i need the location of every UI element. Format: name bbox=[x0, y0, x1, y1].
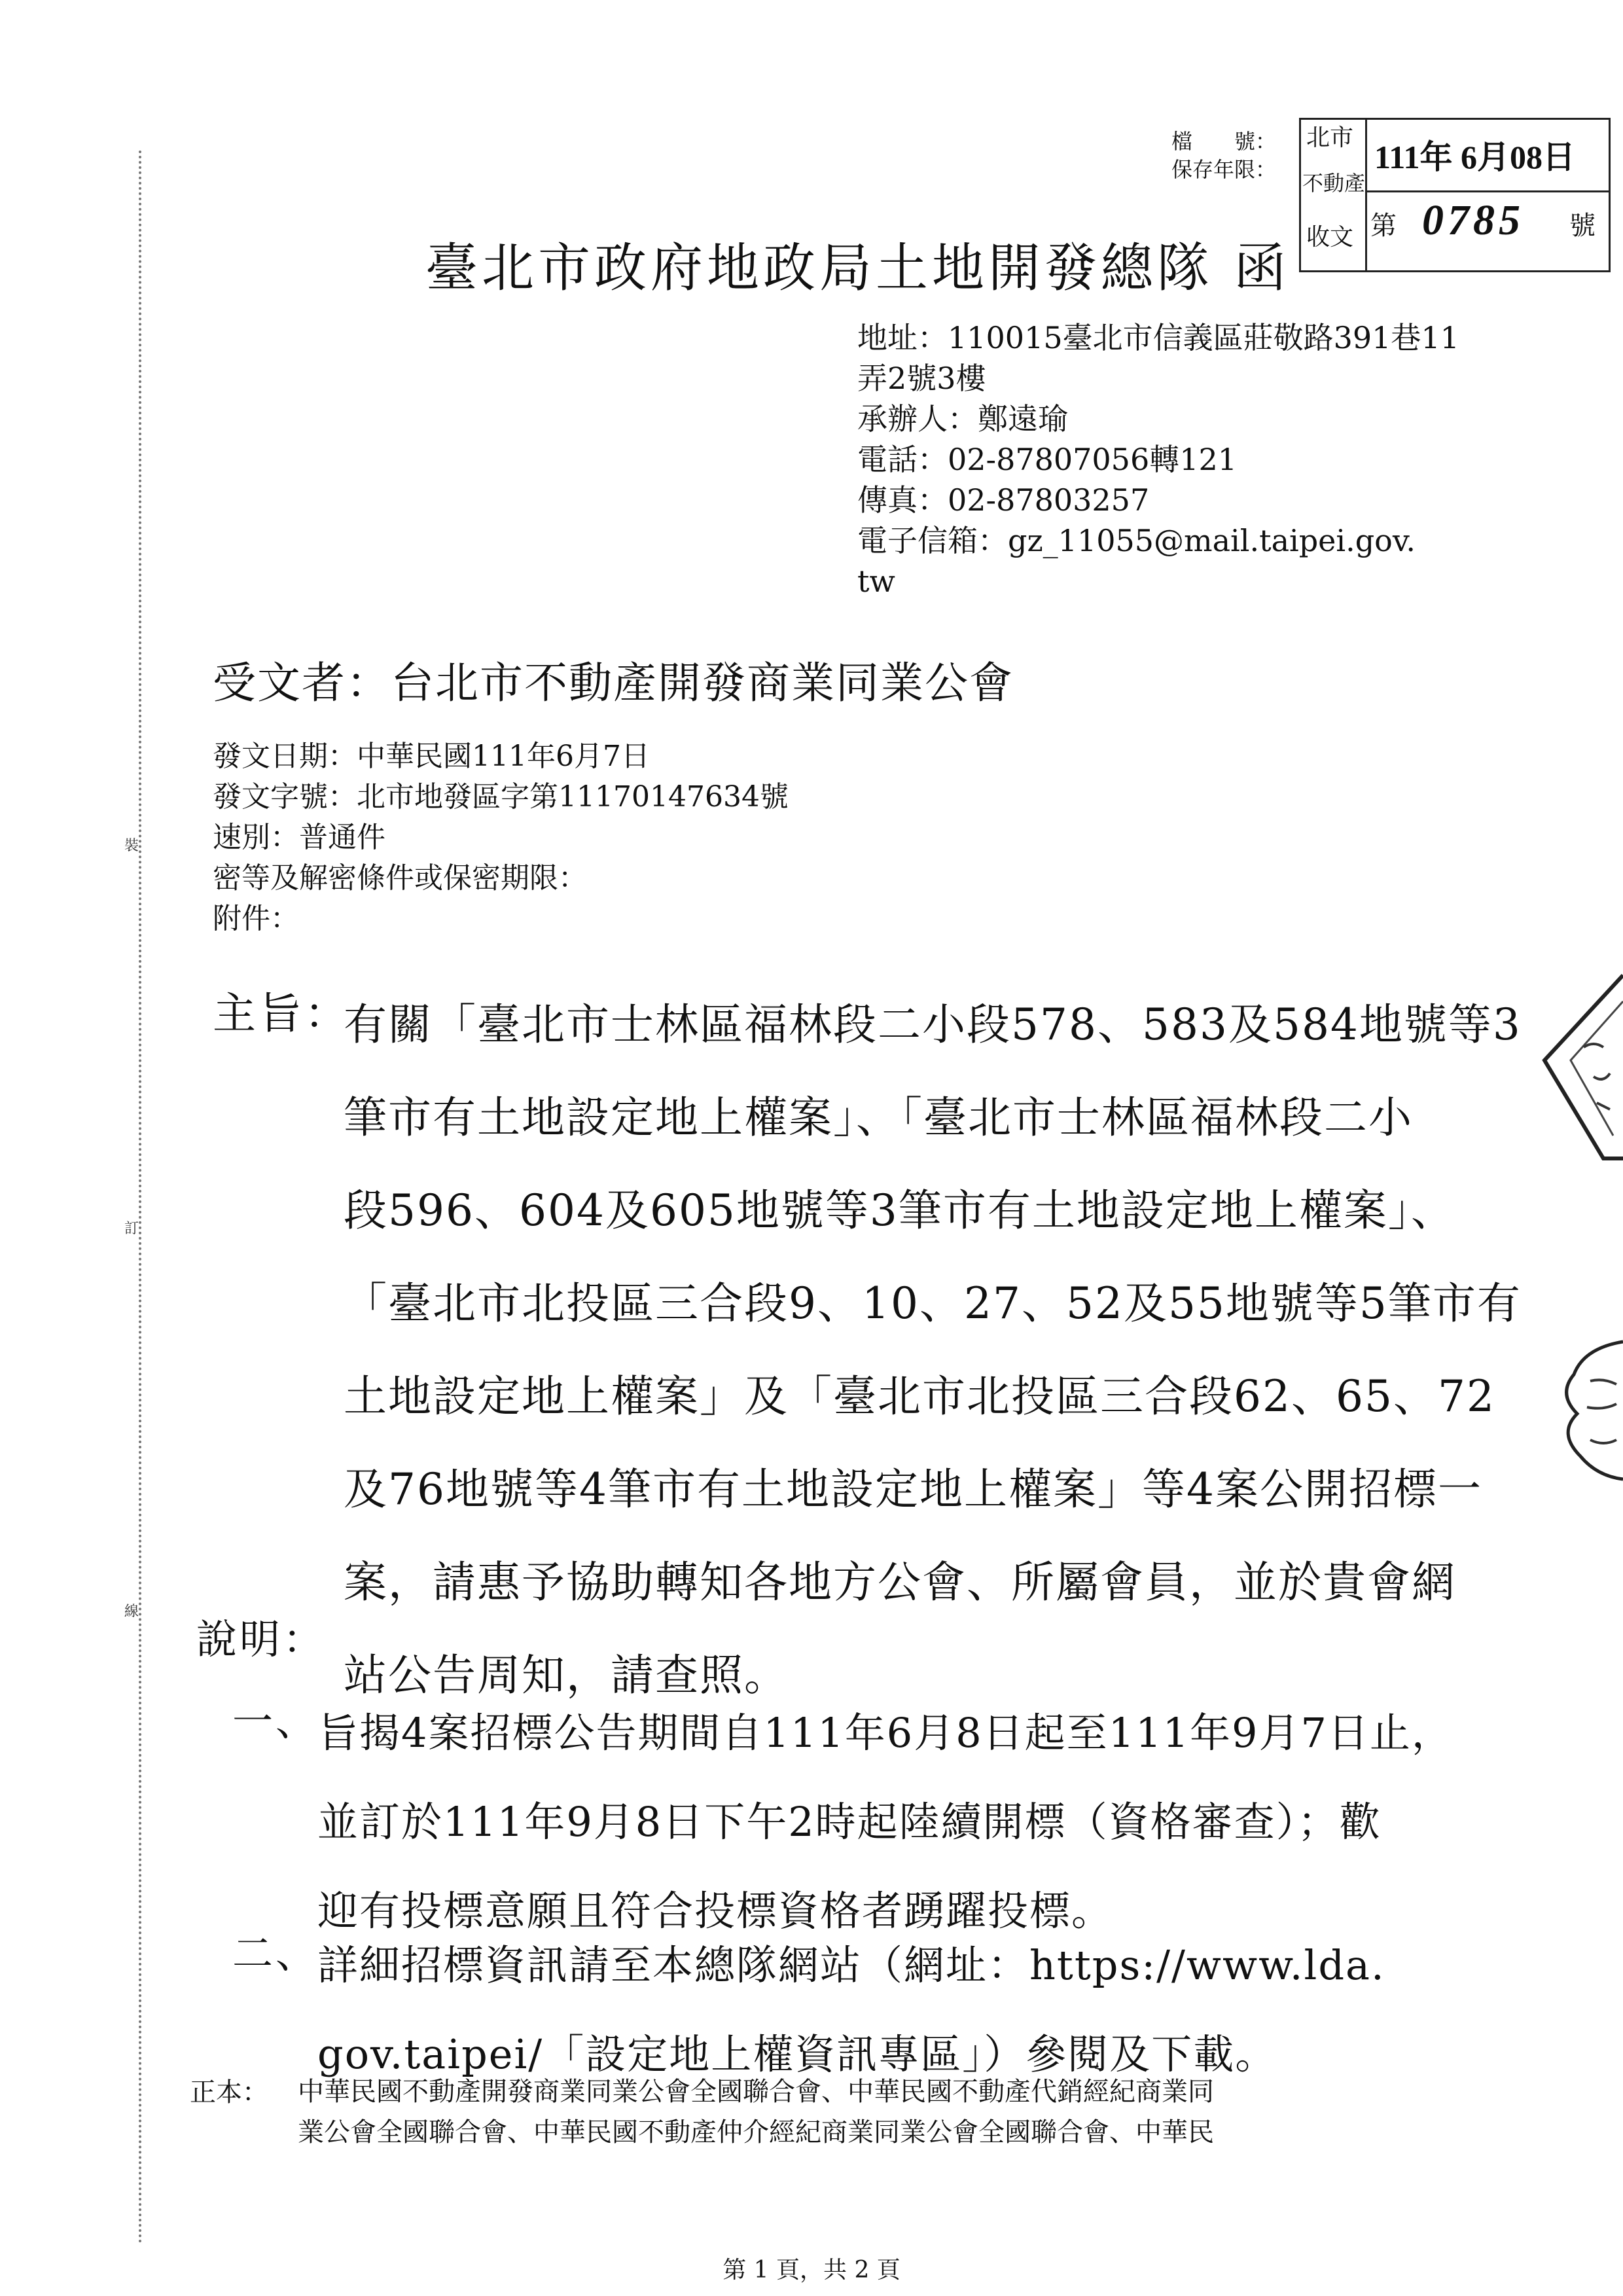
file-number-block bbox=[1171, 128, 1276, 184]
meta-line: 速別：普通件 bbox=[213, 821, 385, 854]
explanation-line: 並訂於111年9月8日下午2時起陸續開標（資格審查）；歡 bbox=[317, 1798, 1382, 1846]
page-number: 第 1 頁，共 2 頁 bbox=[722, 2257, 901, 2284]
contact-line: 傳真：02-87803257 bbox=[857, 482, 1150, 518]
contact-line: 承辦人：鄭遠瑜 bbox=[857, 401, 1068, 437]
stamp-date: 111年 6月08日 bbox=[1374, 139, 1575, 175]
subject-line: 「臺北市北投區三合段9、10、27、52及55地號等5筆市有 bbox=[344, 1278, 1522, 1329]
explanation-item-1 bbox=[317, 1689, 1495, 1956]
subject-line: 有關「臺北市士林區福林段二小段578、583及584地號等3 bbox=[344, 999, 1522, 1050]
contact-line: 電話：02-87807056轉121 bbox=[857, 442, 1238, 477]
explanation-line: 詳細招標資訊請至本總隊網站（網址：https://www.lda. bbox=[317, 1941, 1385, 1989]
contact-line: tw bbox=[857, 564, 895, 599]
subject-line: 土地設定地上權案」及「臺北市北投區三合段62、65、72 bbox=[344, 1371, 1495, 1422]
binding-char-zhuang: 裝 bbox=[124, 834, 139, 855]
stamp-number: 0785 bbox=[1422, 196, 1524, 244]
subject-line: 段596、604及605地號等3筆市有土地設定地上權案」、 bbox=[344, 1185, 1455, 1236]
partial-seal-stamp bbox=[1505, 962, 1623, 1178]
cc-label: 正本： bbox=[190, 2077, 268, 2108]
sender-contact bbox=[857, 317, 1459, 601]
explanation-line: 迎有投標意願且符合投標資格者踴躍投標。 bbox=[317, 1887, 1114, 1935]
stamp-org-line2: 不動產 bbox=[1302, 171, 1366, 195]
explanation-label: 說明： bbox=[196, 1615, 327, 1663]
subject-line: 筆市有土地設定地上權案」、「臺北市士林區福林段二小 bbox=[344, 1092, 1413, 1143]
contact-line: 電子信箱：gz_11055@mail.taipei.gov. bbox=[857, 523, 1416, 558]
stamp-number-suffix: 號 bbox=[1569, 211, 1596, 240]
stamp-org-line1: 北市 bbox=[1306, 124, 1354, 151]
subject-line: 及76地號等4筆市有土地設定地上權案」等4案公開招標一 bbox=[344, 1464, 1482, 1515]
binding-char-xian: 線 bbox=[124, 1600, 139, 1621]
subject-body bbox=[344, 978, 1522, 1722]
meta-line: 發文日期：中華民國111年6月7日 bbox=[213, 740, 650, 773]
file-number-label: 檔 號： bbox=[1171, 129, 1276, 154]
retention-label: 保存年限： bbox=[1171, 157, 1276, 183]
partial-seal-mark bbox=[1544, 1335, 1623, 1486]
explanation-line: 旨揭4案招標公告期間自111年6月8日起至111年9月7日止， bbox=[317, 1709, 1454, 1757]
cc-body bbox=[298, 2072, 1541, 2153]
explanation-item-number: 一、 bbox=[232, 1697, 319, 1745]
contact-line: 地址：110015臺北市信義區莊敬路391巷11 bbox=[857, 320, 1459, 355]
cc-line: 中華民國不動產開發商業同業公會全國聯合會、中華民國不動產代銷經紀商業同 bbox=[298, 2077, 1214, 2107]
binding-margin-line bbox=[139, 151, 141, 2245]
subject-line: 案，請惠予協助轉知各地方公會、所屬會員，並於貴會網 bbox=[344, 1557, 1456, 1607]
cc-line: 業公會全國聯合會、中華民國不動產仲介經紀商業同業公會全國聯合會、中華民 bbox=[298, 2117, 1214, 2147]
dispatch-meta bbox=[213, 736, 789, 939]
explanation-line: gov.taipei/「設定地上權資訊專區」）參閱及下載。 bbox=[317, 2030, 1277, 2078]
subject-line: 站公告周知，請查照。 bbox=[344, 1650, 789, 1700]
contact-line: 弄2號3樓 bbox=[857, 361, 986, 396]
binding-char-ding: 訂 bbox=[124, 1217, 139, 1238]
received-stamp bbox=[1299, 118, 1611, 272]
stamp-received-label: 收文 bbox=[1306, 224, 1354, 250]
meta-line: 附件： bbox=[213, 902, 299, 935]
explanation-item-number: 二、 bbox=[232, 1929, 319, 1977]
meta-line: 密等及解密條件或保密期限： bbox=[213, 861, 587, 895]
document-title: 臺北市政府地政局土地開發總隊 函 bbox=[425, 238, 1291, 298]
subject-label: 主旨： bbox=[213, 988, 350, 1039]
meta-line: 發文字號：北市地發區字第11170147634號 bbox=[213, 780, 789, 814]
stamp-number-prefix: 第 bbox=[1370, 211, 1397, 240]
recipient-line: 受文者：台北市不動產開發商業同業公會 bbox=[213, 658, 1014, 708]
